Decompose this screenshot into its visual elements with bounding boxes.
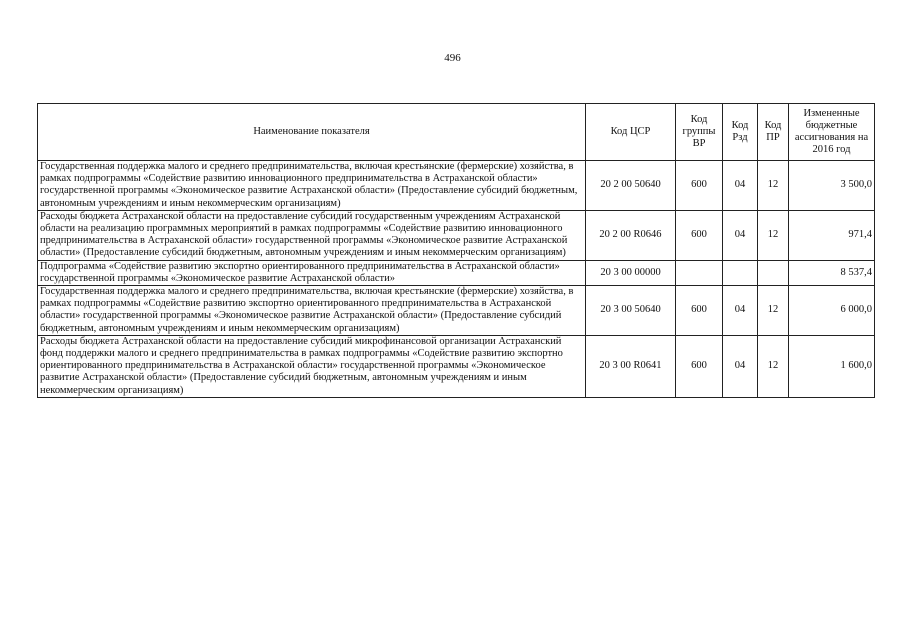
header-pr: Код ПР [758, 104, 789, 161]
table-row [38, 161, 875, 211]
row-vr: 600 [676, 161, 723, 211]
row-amount: 971,4 [789, 210, 875, 260]
row-pr: 12 [758, 286, 789, 336]
header-rzd: Код Рзд [723, 104, 758, 161]
row-pr: 12 [758, 335, 789, 397]
row-pr: 12 [758, 161, 789, 211]
table-row [38, 335, 875, 397]
header-csr: Код ЦСР [586, 104, 676, 161]
row-vr [676, 260, 723, 285]
row-vr: 600 [676, 335, 723, 397]
header-name: Наименование показателя [38, 104, 586, 161]
row-csr: 20 3 00 00000 [586, 260, 676, 285]
page-number: 496 [444, 52, 461, 64]
header-vr: Код группы ВР [676, 104, 723, 161]
row-name: Подпрограмма «Содействие развитию экспортно ориентированного предпринимательства в Астраханской области» государственной программы «Экономическое развитие Астраханской области» [38, 260, 586, 285]
row-amount: 8 537,4 [789, 260, 875, 285]
row-csr: 20 3 00 R0641 [586, 335, 676, 397]
table-row [38, 286, 875, 336]
row-rzd: 04 [723, 286, 758, 336]
row-amount: 6 000,0 [789, 286, 875, 336]
row-csr: 20 2 00 50640 [586, 161, 676, 211]
row-rzd: 04 [723, 161, 758, 211]
row-pr: 12 [758, 210, 789, 260]
row-name: Государственная поддержка малого и среднего предпринимательства, включая крестьянские (фермерские) хозяйства, в рамках подпрограммы «Содействие развитию экспортно ориентированного предпринимательства в Астраханской области» государственной программы «Экономическое развитие Астраханской области» (Предоставление субсидий бюджетным, автономным учреждениям и иным некоммерческим организациям) [38, 286, 586, 336]
row-amount: 1 600,0 [789, 335, 875, 397]
header-amount: Измененные бюджетные ассигнования на 2016 год [789, 104, 875, 161]
row-pr [758, 260, 789, 285]
row-name: Расходы бюджета Астраханской области на предоставление субсидий государственным учреждениям Астраханской области на реализацию программных мероприятий в рамках подпрограммы «Содействие развитию инновационного предпринимательства в Астраханской области» государственной программы «Экономическое развитие Астраханской области» (Предоставление субсидий бюджетным, автономным учреждениям и иным некоммерческим организациям) [38, 210, 586, 260]
row-amount: 3 500,0 [789, 161, 875, 211]
table-row [38, 260, 875, 285]
budget-table [37, 103, 875, 398]
table-row [38, 210, 875, 260]
row-rzd: 04 [723, 335, 758, 397]
row-csr: 20 3 00 50640 [586, 286, 676, 336]
row-name: Расходы бюджета Астраханской области на предоставление субсидий микрофинансовой организации Астраханский фонд поддержки малого и среднего предпринимательства в рамках подпрограммы «Содействие развитию экспортно ориентированного предпринимательства в Астраханской области» государственной программы «Экономическое развитие Астраханской области» (Предоставление субсидий бюджетным, автономным учреждениям и иным некоммерческим организациям) [38, 335, 586, 397]
row-rzd [723, 260, 758, 285]
row-csr: 20 2 00 R0646 [586, 210, 676, 260]
row-name: Государственная поддержка малого и среднего предпринимательства, включая крестьянские (фермерские) хозяйства, в рамках подпрограммы «Содействие развитию инновационного предпринимательства в Астраханской области» государственной программы «Экономическое развитие Астраханской области» (Предоставление субсидий бюджетным, автономным учреждениям и иным некоммерческим организациям) [38, 161, 586, 211]
table-header-row [38, 104, 875, 161]
row-vr: 600 [676, 210, 723, 260]
row-vr: 600 [676, 286, 723, 336]
row-rzd: 04 [723, 210, 758, 260]
